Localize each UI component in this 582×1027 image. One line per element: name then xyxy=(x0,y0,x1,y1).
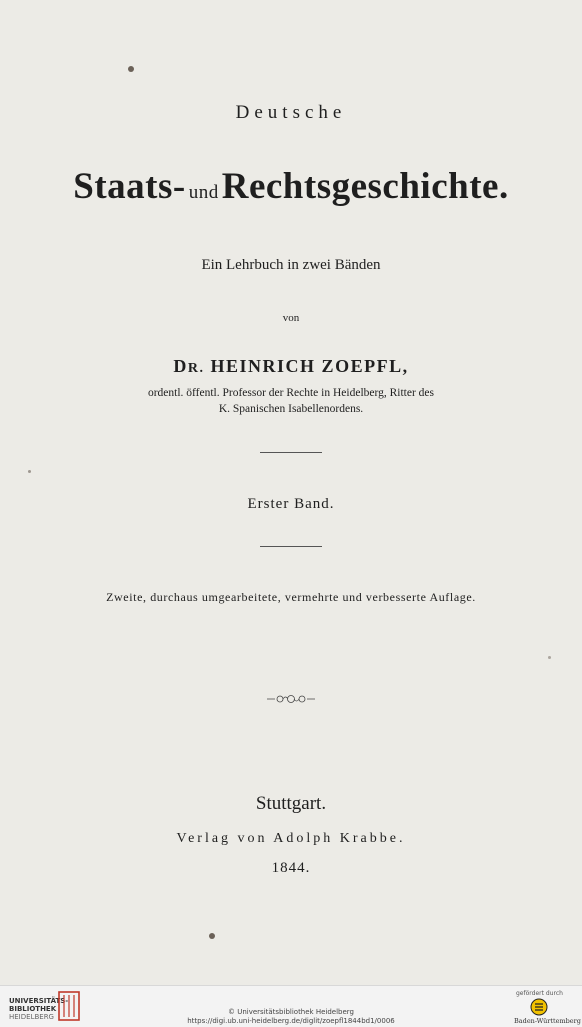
copyright-note: © Universitätsbibliothek Heidelberg xyxy=(227,1008,354,1016)
author-prefix-d: D xyxy=(173,356,188,376)
paper-spot xyxy=(548,656,551,659)
paper-spot xyxy=(28,470,31,473)
funder-logo-icon xyxy=(530,998,548,1016)
author-fullname: HEINRICH ZOEPFL, xyxy=(210,356,409,376)
paper-spot xyxy=(209,933,215,939)
author-prefix-r: R. xyxy=(187,361,205,376)
divider-rule-top xyxy=(260,452,322,453)
library-line1: UNIVERSITÄTS- xyxy=(9,997,69,1005)
author-title-line2: K. Spanischen Isabellenordens. xyxy=(218,403,364,415)
publisher: Verlag von Adolph Krabbe. xyxy=(176,831,406,846)
main-title-connector: und xyxy=(188,182,219,203)
place: Stuttgart. xyxy=(255,793,327,814)
main-title-part1: Staats- xyxy=(73,166,186,207)
permalink-url[interactable]: https://digi.ub.uni-heidelberg.de/diglit/zoepfl1844bd1/0006 xyxy=(187,1017,395,1025)
title-line-deutsche: Deutsche xyxy=(235,102,347,123)
main-title xyxy=(0,165,582,208)
volume-label: Erster Band. xyxy=(247,496,335,512)
funder-name: Baden-Württemberg xyxy=(514,1017,581,1025)
library-line3: HEIDELBERG xyxy=(9,1013,54,1021)
ornament-icon xyxy=(265,693,317,705)
year: 1844. xyxy=(271,860,311,876)
edition-note: Zweite, durchaus umgearbeitete, vermehrte und verbesserte Auflage. xyxy=(106,590,476,604)
author-name xyxy=(0,356,582,377)
viewer-footer xyxy=(0,985,582,1027)
divider-rule-bottom xyxy=(260,546,322,547)
by-label: von xyxy=(282,312,300,324)
main-title-part2: Rechtsgeschichte. xyxy=(221,166,509,207)
author-title-line1: ordentl. öffentl. Professor der Rechte in Heidelberg, Ritter des xyxy=(147,387,435,399)
subtitle: Ein Lehrbuch in zwei Bänden xyxy=(201,257,381,273)
funded-by-label: gefördert durch xyxy=(516,990,563,997)
library-line2: BIBLIOTHEK xyxy=(9,1005,57,1013)
paper-spot xyxy=(128,66,134,72)
